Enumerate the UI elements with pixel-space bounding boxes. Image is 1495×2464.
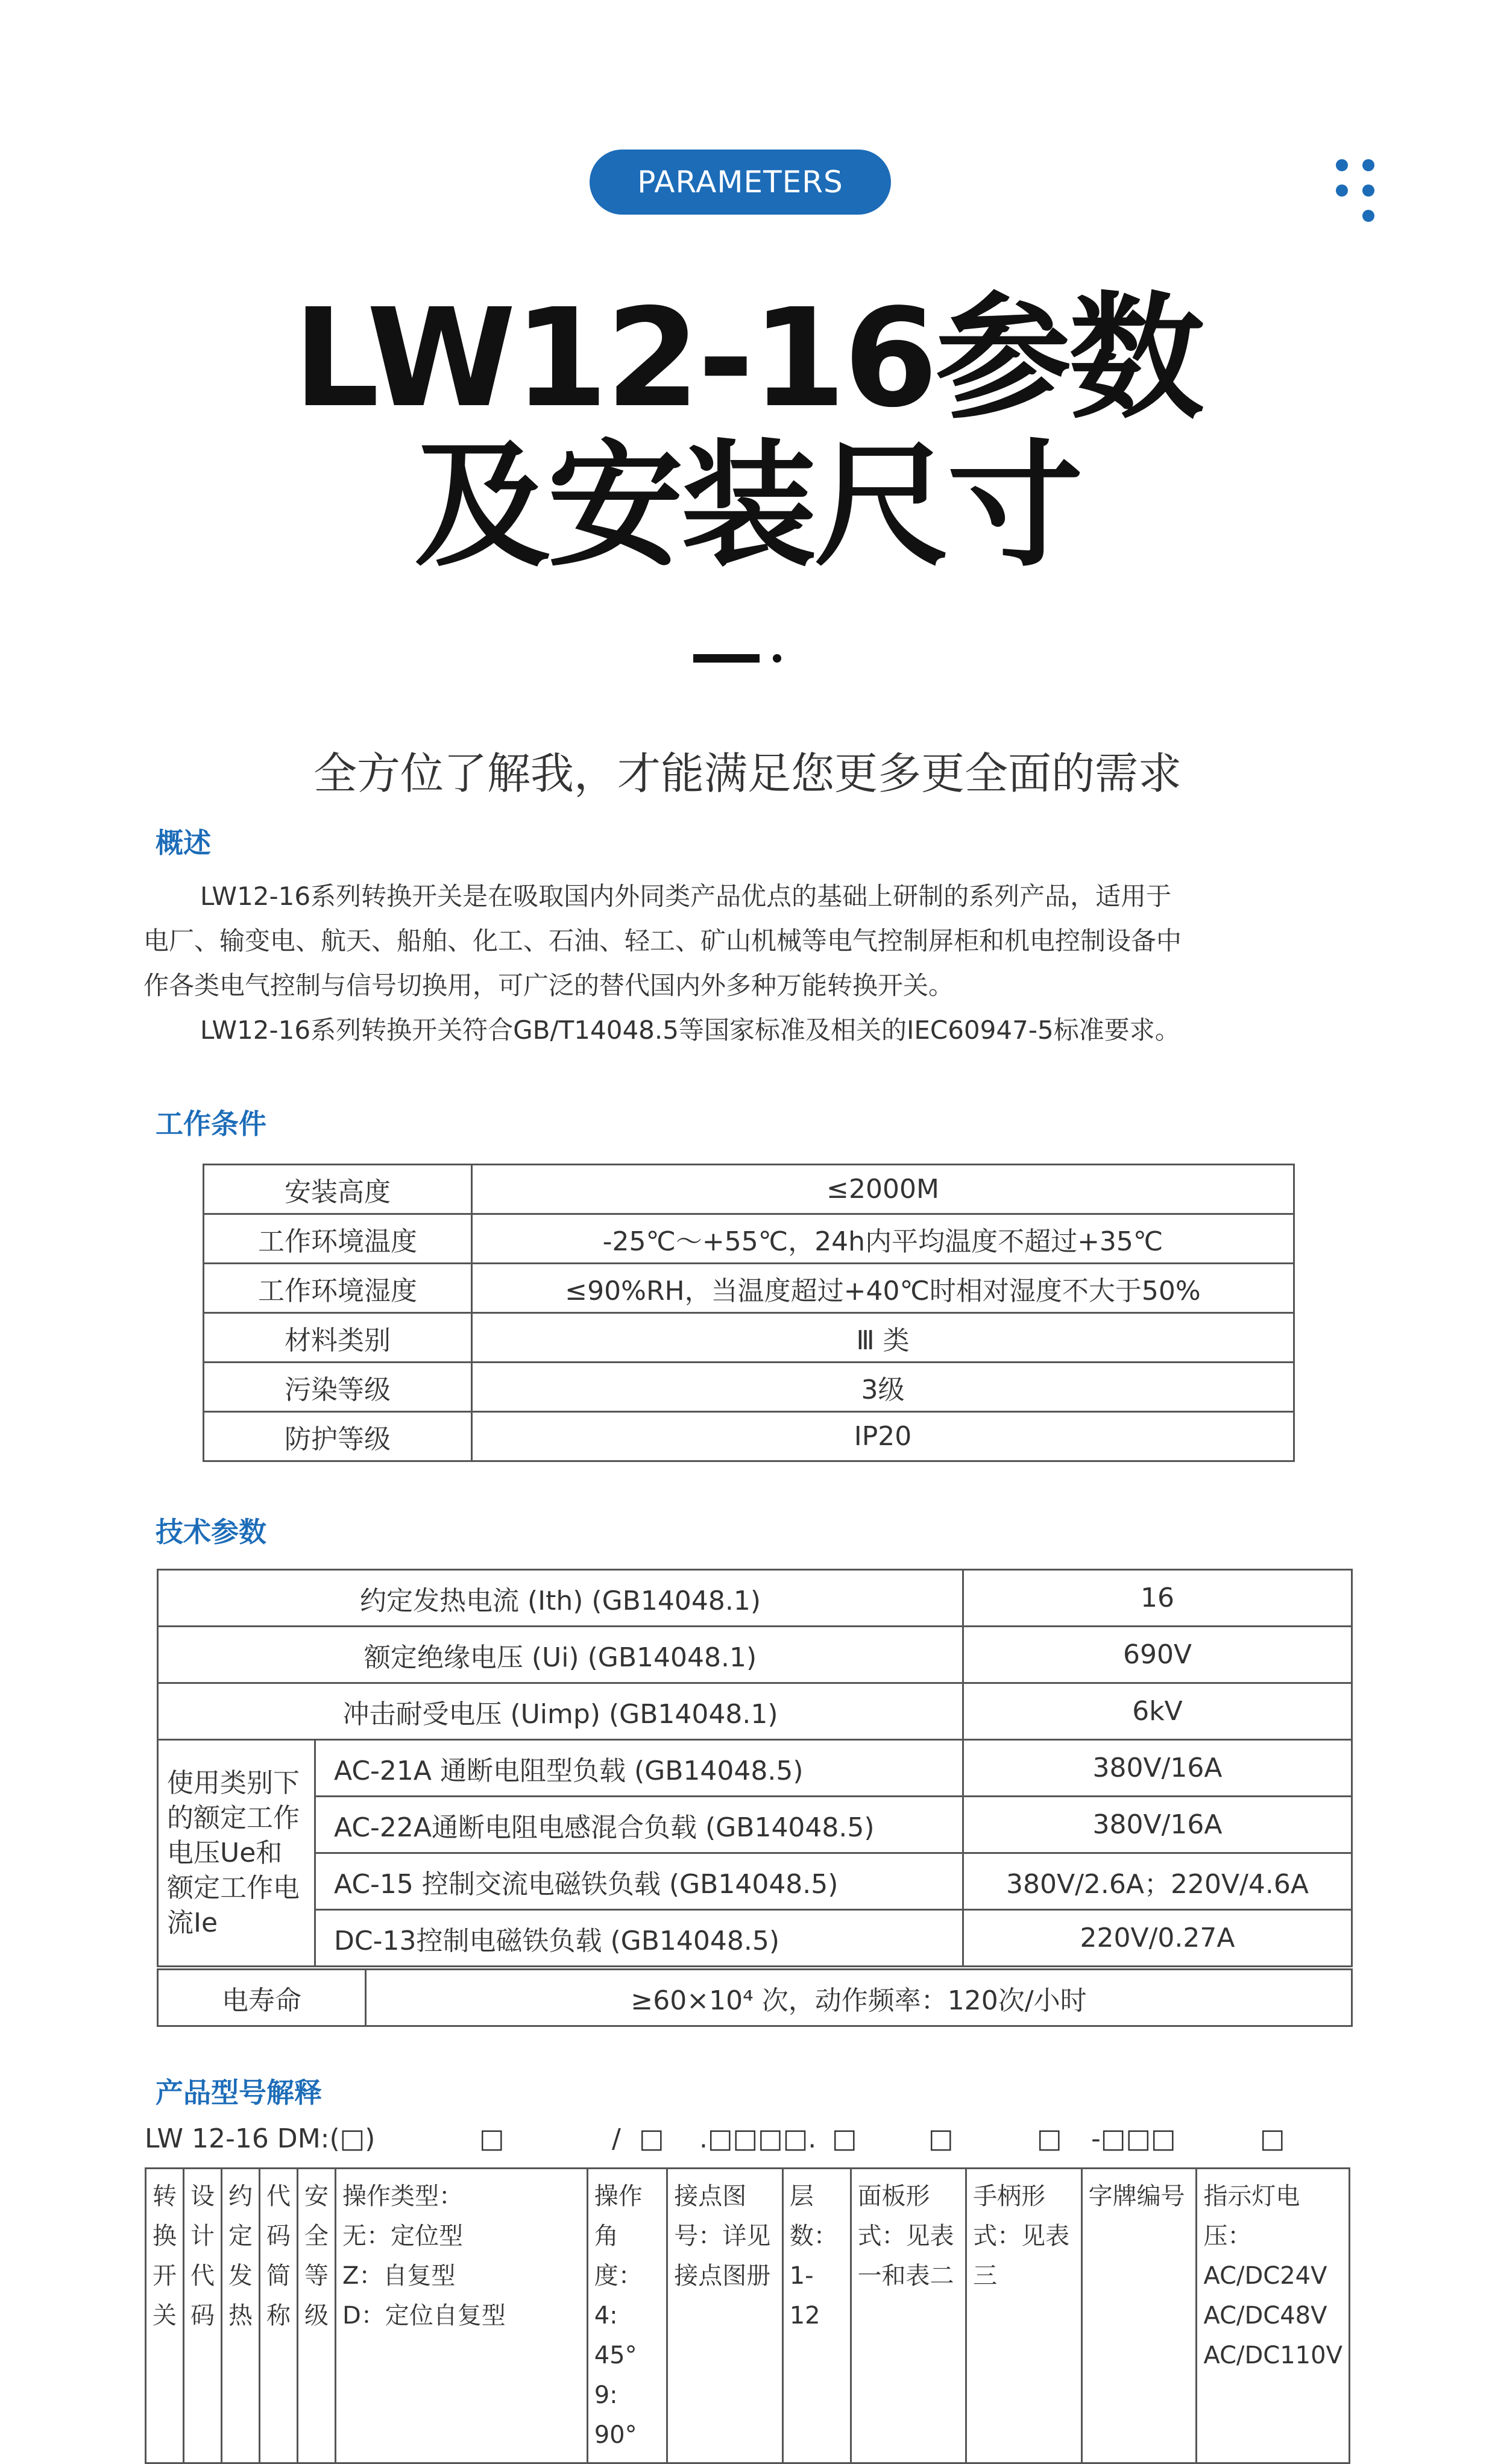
model-col: 安全等级 xyxy=(298,2169,336,2463)
model-col: 层数：1-12 xyxy=(782,2169,851,2463)
table-row xyxy=(158,1740,1352,1797)
overview-line: 电厂、输变电、航天、船舶、化工、石油、轻工、矿山机械等电气控制屏柜和机电控制设备中 xyxy=(143,926,1182,956)
model-code-part: .□□□□. xyxy=(699,2123,817,2154)
model-table xyxy=(145,2167,1350,2464)
life-value: ≥60×10⁴ 次，动作频率：120次/小时 xyxy=(366,1970,1352,2026)
divider xyxy=(693,654,760,663)
model-col: 面板形式：见表一和表二 xyxy=(851,2169,966,2463)
table-row xyxy=(204,1412,1294,1461)
model-col: 操作类型： 无：定位型 Z：自复型 D：定位自复型 xyxy=(336,2169,588,2463)
condition-label: 工作环境温度 xyxy=(204,1214,472,1264)
table-row xyxy=(146,2169,1350,2463)
overview-heading: 概述 xyxy=(156,827,211,859)
model-code-prefix: LW 12-16 DM:(□) xyxy=(145,2123,376,2154)
tech-label: AC-21A 通断电阻型负载 (GB14048.5) xyxy=(315,1740,963,1797)
life-table xyxy=(157,1968,1353,2027)
divider-dot xyxy=(773,654,781,663)
table-row xyxy=(158,1570,1352,1627)
model-col: 操作角度： 4: 45° 9: 90° xyxy=(587,2169,667,2463)
conditions-table xyxy=(203,1164,1295,1462)
table-row xyxy=(158,1970,1352,2026)
tech-value: 380V/16A xyxy=(963,1740,1352,1797)
model-code-part: / xyxy=(612,2123,621,2154)
tech-label: 额定绝缘电压 (Ui) (GB14048.1) xyxy=(158,1627,963,1683)
model-col: 约定发热 xyxy=(222,2169,260,2463)
table-row xyxy=(158,1797,1352,1853)
tech-value: 380V/2.6A；220V/4.6A xyxy=(963,1853,1352,1910)
tech-value: 6kV xyxy=(963,1683,1352,1740)
condition-value: Ⅲ 类 xyxy=(472,1313,1294,1363)
model-col: 指示灯电压： AC/DC24V AC/DC48V AC/DC110V xyxy=(1197,2169,1350,2463)
overview-line: 作各类电气控制与信号切换用，可广泛的替代国内外多种万能转换开关。 xyxy=(143,971,954,1000)
model-col: 接点图号：详见接点图册 xyxy=(667,2169,783,2463)
table-row xyxy=(158,1683,1352,1740)
condition-label: 安装高度 xyxy=(204,1165,472,1214)
table-row xyxy=(158,1910,1352,1967)
condition-label: 材料类别 xyxy=(204,1313,472,1363)
model-code-part: -□□□ xyxy=(1091,2123,1176,2154)
model-col: 代码简称 xyxy=(260,2169,298,2463)
model-code-part: □ xyxy=(1037,2123,1062,2154)
model-col: 设计代码 xyxy=(184,2169,222,2463)
model-col: 转换开关 xyxy=(146,2169,184,2463)
tech-value: 380V/16A xyxy=(963,1797,1352,1853)
condition-value: ≤90%RH，当温度超过+40℃时相对湿度不大于50% xyxy=(472,1264,1294,1313)
model-code-part: □ xyxy=(1260,2123,1285,2154)
condition-label: 防护等级 xyxy=(204,1412,472,1461)
overview-line: LW12-16系列转换开关符合GB/T14048.5等国家标准及相关的IEC60947-5标准要求。 xyxy=(200,1015,1180,1045)
model-col: 手柄形式：见表三 xyxy=(966,2169,1082,2463)
overview-line: LW12-16系列转换开关是在吸取国内外同类产品优点的基础上研制的系列产品，适用于 xyxy=(200,881,1172,911)
menu-dots-icon[interactable] xyxy=(1332,158,1380,224)
model-code-part: □ xyxy=(928,2123,954,2154)
condition-value: IP20 xyxy=(472,1412,1294,1461)
table-row xyxy=(204,1264,1294,1313)
tech-table xyxy=(157,1569,1353,1967)
table-row xyxy=(204,1214,1294,1264)
tech-label: AC-22A通断电阻电感混合负载 (GB14048.5) xyxy=(315,1797,963,1853)
conditions-heading: 工作条件 xyxy=(156,1108,266,1140)
tech-label: AC-15 控制交流电磁铁负载 (GB14048.5) xyxy=(315,1853,963,1910)
model-code-part: □ xyxy=(832,2123,857,2154)
model-code-part: □ xyxy=(479,2123,505,2154)
tech-value: 220V/0.27A xyxy=(963,1910,1352,1967)
tech-label: 冲击耐受电压 (Uimp) (GB14048.1) xyxy=(158,1683,963,1740)
table-row xyxy=(204,1363,1294,1412)
life-label: 电寿命 xyxy=(158,1970,366,2026)
tech-label: DC-13控制电磁铁负载 (GB14048.5) xyxy=(315,1910,963,1967)
usage-category-label: 使用类别下的额定工作电压Ue和额定工作电流Ie xyxy=(158,1740,315,1967)
condition-label: 工作环境湿度 xyxy=(204,1264,472,1313)
slogan: 全方位了解我，才能满足您更多更全面的需求 xyxy=(313,748,1182,799)
condition-value: ≤2000M xyxy=(472,1165,1294,1214)
parameters-badge: PARAMETERS xyxy=(590,150,891,215)
model-col: 字牌编号 xyxy=(1081,2169,1197,2463)
condition-value: 3级 xyxy=(472,1363,1294,1412)
model-code-line xyxy=(145,2123,1350,2166)
table-row xyxy=(204,1313,1294,1363)
page-title-line1: LW12-16参数 xyxy=(293,280,1202,438)
tech-heading: 技术参数 xyxy=(156,1516,266,1548)
tech-label: 约定发热电流 (Ith) (GB14048.1) xyxy=(158,1570,963,1627)
tech-value: 16 xyxy=(963,1570,1352,1627)
table-row xyxy=(158,1853,1352,1910)
tech-value: 690V xyxy=(963,1627,1352,1683)
overview-text xyxy=(143,874,1361,1053)
condition-label: 污染等级 xyxy=(204,1363,472,1412)
table-row xyxy=(158,1627,1352,1683)
page-title-line2: 及安装尺寸 xyxy=(414,427,1081,585)
table-row xyxy=(204,1165,1294,1214)
condition-value: -25℃～+55℃，24h内平均温度不超过+35℃ xyxy=(472,1214,1294,1264)
model-code-part: □ xyxy=(639,2123,664,2154)
model-heading: 产品型号解释 xyxy=(156,2076,322,2109)
